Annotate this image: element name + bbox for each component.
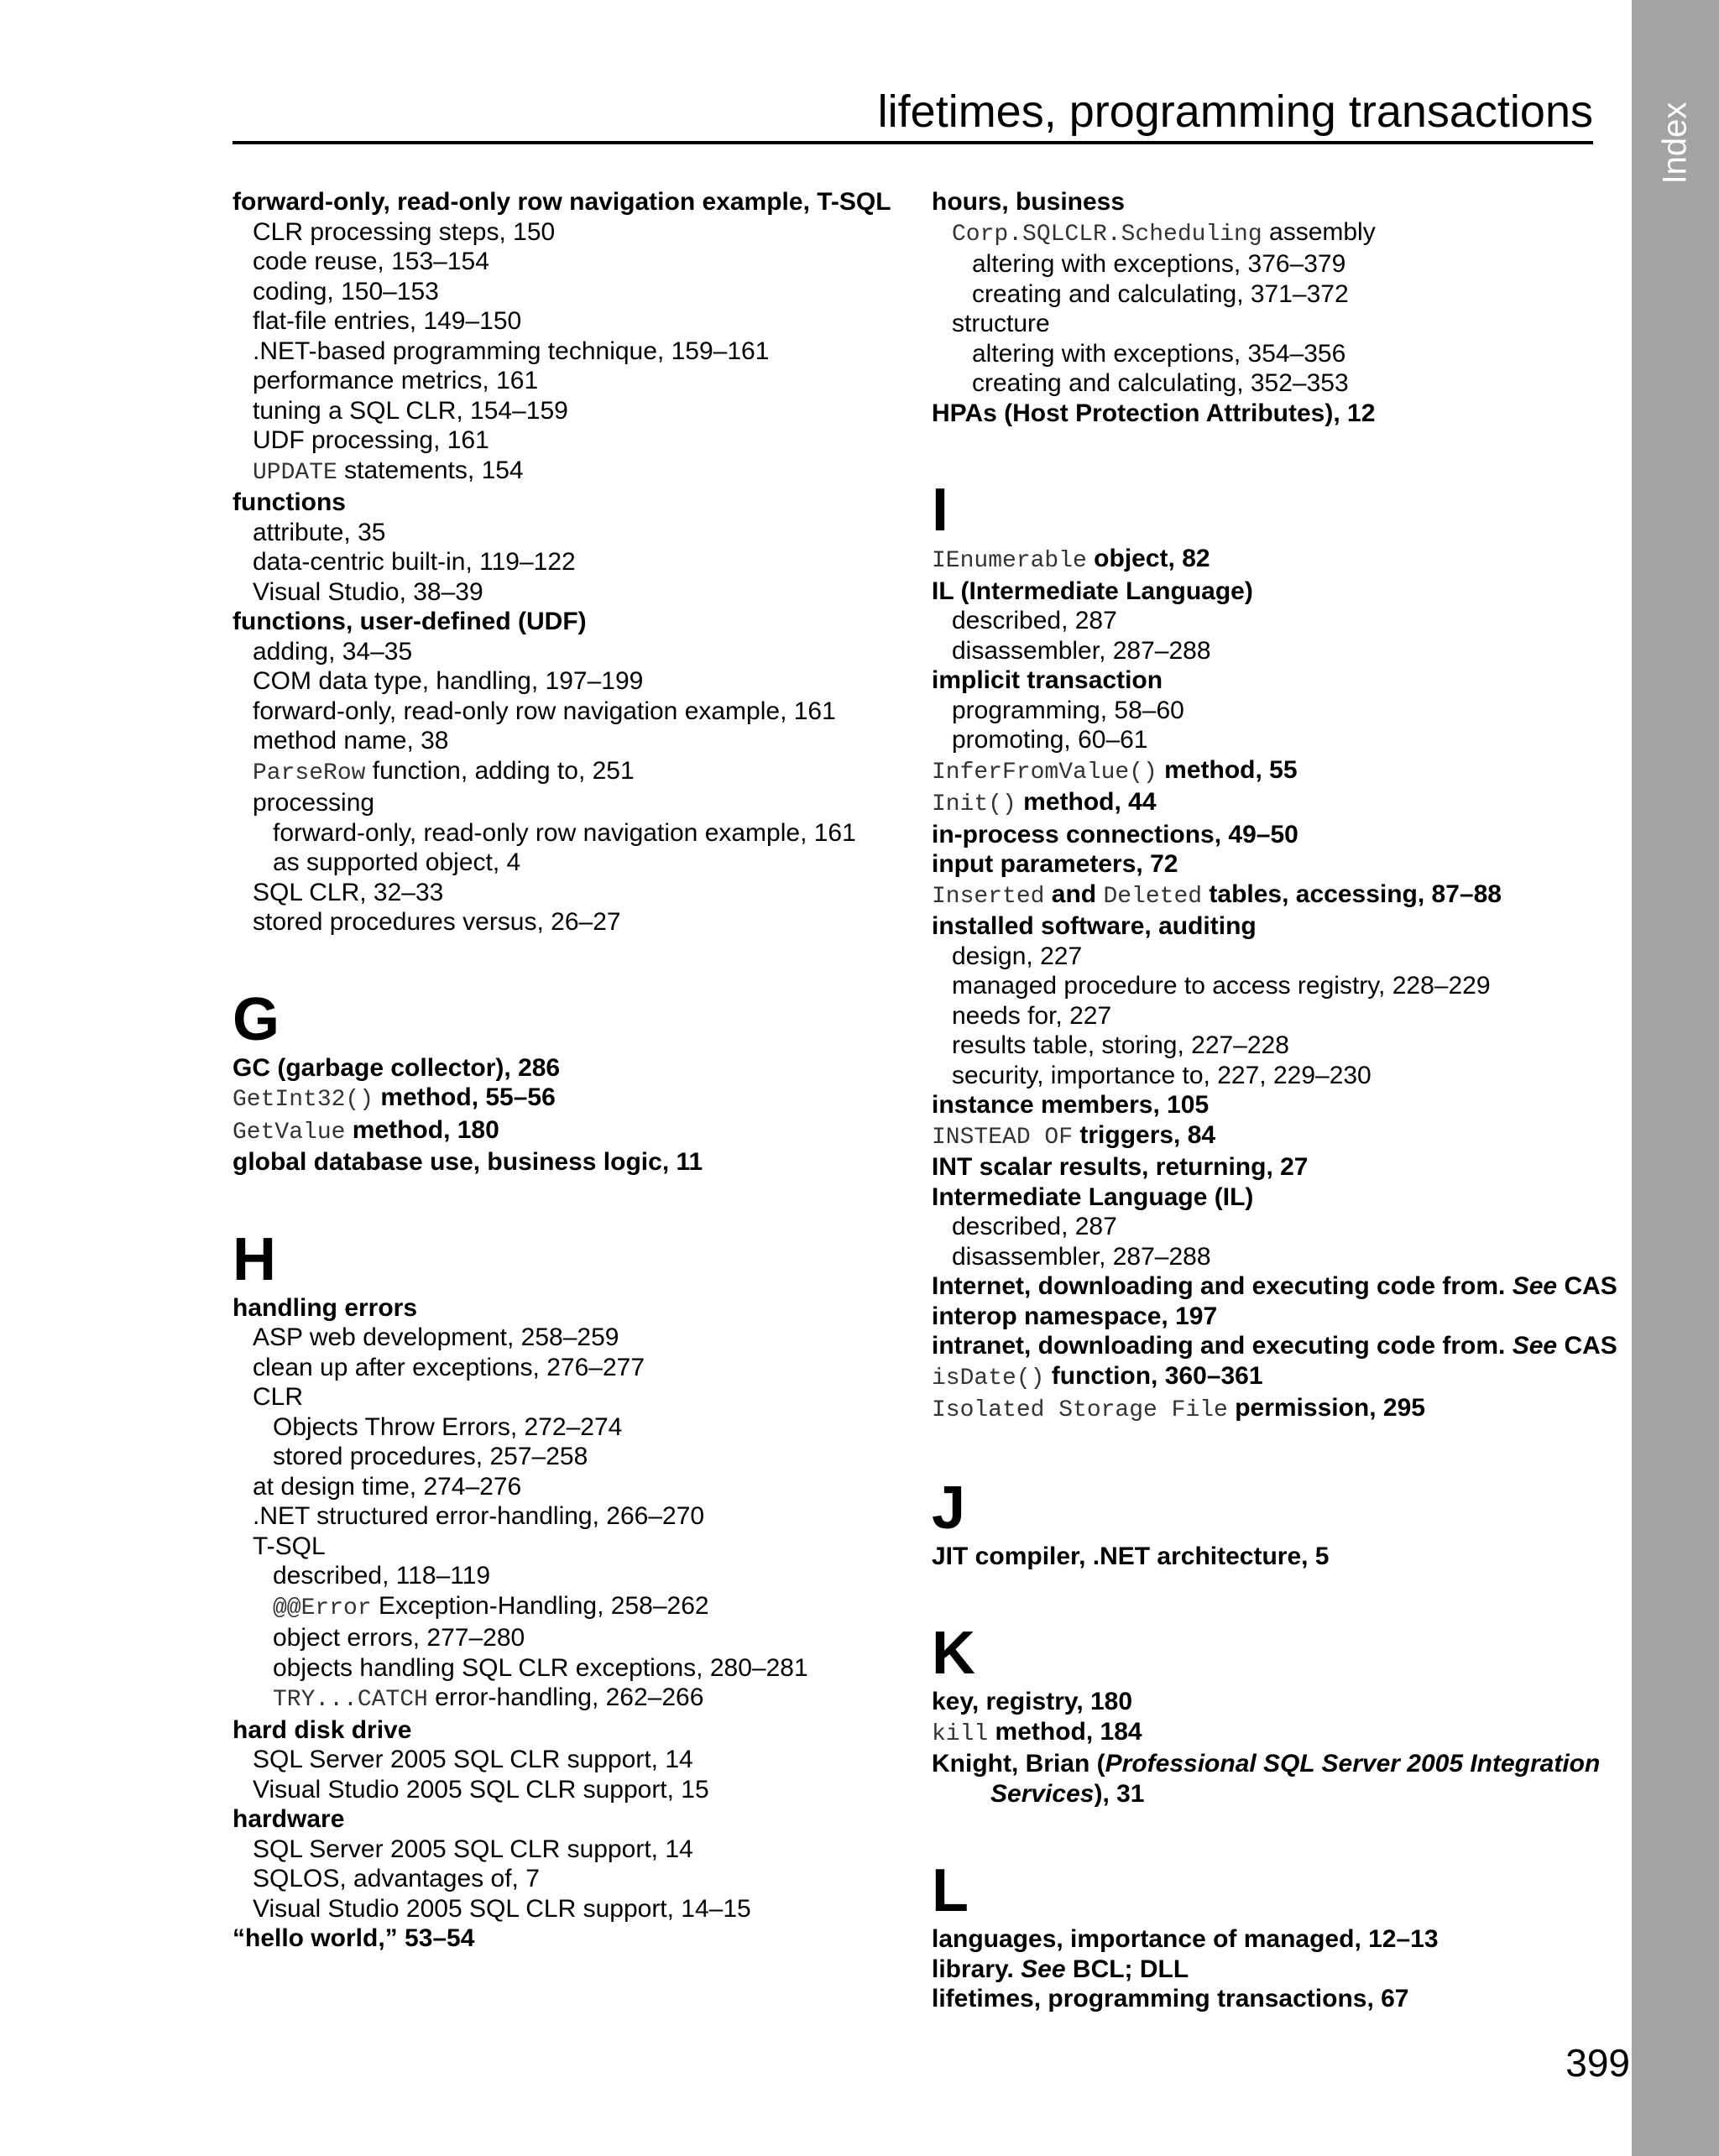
- index-subentry: ASP web development, 258–259: [253, 1323, 619, 1351]
- index-subentry: method name, 38: [253, 727, 449, 754]
- index-subentry: structure: [952, 310, 1050, 337]
- index-entry: hardware: [233, 1805, 345, 1833]
- index-entry: input parameters, 72: [932, 850, 1178, 878]
- book-title: Professional SQL Server 2005 Integration: [1105, 1750, 1601, 1778]
- index-subsubentry: creating and calculating, 352–353: [972, 369, 1349, 397]
- entry-text: Exception-Handling, 258–262: [371, 1591, 709, 1620]
- code-term: @@Error: [273, 1595, 372, 1621]
- code-term: TRY...CATCH: [273, 1687, 428, 1713]
- entry-text: method, 180: [345, 1115, 499, 1144]
- index-entry: implicit transaction: [932, 666, 1163, 694]
- code-term: InferFromValue(): [932, 759, 1157, 786]
- page-number: 399: [1565, 2041, 1630, 2085]
- index-subentry: .NET structured error-handling, 266–270: [253, 1502, 705, 1530]
- index-subentry: SQL Server 2005 SQL CLR support, 14: [253, 1835, 693, 1863]
- index-subentry: described, 287: [952, 1213, 1117, 1240]
- index-entry-continuation: [932, 1779, 1603, 1809]
- section-letter-i: I: [932, 477, 949, 544]
- code-term: GetInt32(): [233, 1087, 374, 1113]
- code-term: Corp.SQLCLR.Scheduling: [952, 221, 1262, 248]
- section-letter-g: G: [233, 985, 280, 1053]
- entry-text: function, 360–361: [1044, 1361, 1263, 1390]
- index-subentry: CLR: [253, 1383, 304, 1411]
- index-subentry: [233, 756, 904, 789]
- index-subentry: disassembler, 287–288: [952, 1242, 1211, 1271]
- index-subentry: Visual Studio 2005 SQL CLR support, 15: [253, 1775, 709, 1804]
- entry-text: assembly: [1262, 217, 1376, 246]
- index-subentry: forward-only, read-only row navigation example, 161: [253, 697, 836, 725]
- index-entry: hours, business: [932, 188, 1126, 216]
- index-side-tab: [1632, 0, 1719, 2156]
- entry-text: Knight, Brian (: [932, 1750, 1105, 1778]
- index-subentry: attribute, 35: [253, 518, 386, 546]
- index-subentry: described, 287: [952, 607, 1117, 634]
- index-subentry: code reuse, 153–154: [253, 248, 489, 275]
- index-subentry: [932, 217, 1603, 250]
- index-tab-label: Index: [1656, 102, 1694, 184]
- code-term: UPDATE: [253, 459, 337, 486]
- index-entry: [932, 755, 1603, 788]
- index-subentry: [233, 456, 904, 488]
- index-subentry: programming, 58–60: [952, 696, 1184, 724]
- index-subsubentry: objects handling SQL CLR exceptions, 280–281: [273, 1653, 808, 1682]
- index-subentry: tuning a SQL CLR, 154–159: [253, 396, 568, 425]
- code-term: kill: [932, 1720, 989, 1747]
- index-subentry: results table, storing, 227–228: [952, 1031, 1289, 1059]
- index-entry: [233, 1115, 904, 1148]
- header-rule: [233, 141, 1593, 144]
- entry-text: CAS: [1557, 1332, 1617, 1360]
- index-entry: functions, user-defined (UDF): [233, 608, 587, 635]
- index-subentry: Visual Studio, 38–39: [253, 577, 483, 606]
- index-entry: [932, 1717, 1603, 1750]
- entry-text: method, 55: [1157, 755, 1298, 784]
- index-subentry: clean up after exceptions, 276–277: [253, 1353, 645, 1381]
- index-subsubentry: Objects Throw Errors, 272–274: [273, 1412, 623, 1441]
- index-entry: [932, 1120, 1603, 1153]
- index-subentry: Visual Studio 2005 SQL CLR support, 14–15: [253, 1894, 751, 1923]
- index-entry: lifetimes, programming transactions, 67: [932, 1985, 1409, 2012]
- index-entry: GC (garbage collector), 286: [233, 1053, 561, 1082]
- index-subentry: disassembler, 287–288: [952, 636, 1211, 665]
- index-subentry: COM data type, handling, 197–199: [253, 667, 644, 695]
- index-subsubentry: creating and calculating, 371–372: [972, 279, 1349, 308]
- index-entry: hard disk drive: [233, 1715, 412, 1744]
- book-title: Services: [990, 1779, 1095, 1808]
- index-entry: [932, 1331, 1617, 1361]
- index-subsubentry: altering with exceptions, 376–379: [972, 250, 1346, 278]
- index-entry: global database use, business logic, 11: [233, 1148, 703, 1176]
- index-subentry: SQL Server 2005 SQL CLR support, 14: [253, 1746, 693, 1773]
- code-term: GetValue: [233, 1119, 346, 1146]
- index-subentry: security, importance to, 227, 229–230: [952, 1061, 1372, 1089]
- index-entry: interop namespace, 197: [932, 1302, 1218, 1330]
- index-entry: functions: [233, 488, 346, 516]
- index-entry: [932, 544, 1603, 577]
- index-subentry: adding, 34–35: [253, 637, 413, 666]
- index-subsubentry: altering with exceptions, 354–356: [972, 339, 1346, 368]
- index-entry: forward-only, read-only row navigation example, T-SQL: [233, 188, 891, 216]
- entry-text: error-handling, 262–266: [427, 1684, 704, 1711]
- index-subentry: promoting, 60–61: [952, 726, 1148, 754]
- index-subentry: CLR processing steps, 150: [253, 217, 556, 246]
- index-subentry: data-centric built-in, 119–122: [253, 548, 576, 576]
- index-entry: [932, 1393, 1603, 1426]
- see-reference: See: [1512, 1272, 1558, 1300]
- index-entry: [932, 1955, 1603, 1985]
- entry-text: Internet, downloading and executing code from.: [932, 1272, 1513, 1300]
- index-subsubentry: [233, 1591, 904, 1624]
- index-entry: in-process connections, 49–50: [932, 820, 1298, 848]
- index-subentry: performance metrics, 161: [253, 367, 539, 394]
- index-subentry: T-SQL: [253, 1532, 326, 1560]
- index-entry: key, registry, 180: [932, 1688, 1133, 1715]
- index-subsubentry: as supported object, 4: [273, 848, 521, 876]
- index-subsubentry: described, 118–119: [273, 1562, 491, 1590]
- index-subentry: at design time, 274–276: [253, 1472, 522, 1501]
- entry-text: intranet, downloading and executing code from.: [932, 1332, 1513, 1360]
- index-column-left: [233, 187, 904, 1954]
- index-entry: HPAs (Host Protection Attributes), 12: [932, 399, 1376, 427]
- section-letter-k: K: [932, 1620, 975, 1687]
- index-subentry: processing: [253, 789, 375, 817]
- index-subentry: UDF processing, 161: [253, 426, 489, 454]
- index-subsubentry: object errors, 277–280: [273, 1624, 525, 1652]
- code-term: ParseRow: [253, 760, 366, 786]
- code-term: Inserted: [932, 883, 1045, 910]
- index-subentry: needs for, 227: [952, 1001, 1112, 1030]
- index-entry: INT scalar results, returning, 27: [932, 1153, 1309, 1181]
- section-letter-j: J: [932, 1474, 966, 1542]
- index-entry: Intermediate Language (IL): [932, 1182, 1254, 1211]
- entry-text: CAS: [1557, 1272, 1617, 1300]
- entry-text: object, 82: [1086, 545, 1210, 572]
- entry-text: tables, accessing, 87–88: [1202, 880, 1502, 908]
- see-reference: See: [1512, 1332, 1558, 1360]
- code-term: Deleted: [1103, 883, 1203, 910]
- entry-text: function, adding to, 251: [365, 756, 635, 785]
- entry-text: and: [1044, 880, 1104, 908]
- index-entry: [932, 1749, 1603, 1779]
- entry-text: statements, 154: [337, 456, 524, 484]
- index-subentry: SQL CLR, 32–33: [253, 878, 444, 906]
- code-term: IEnumerable: [932, 548, 1087, 574]
- index-entry: handling errors: [233, 1293, 418, 1322]
- entry-text: library.: [932, 1955, 1021, 1983]
- index-subentry: .NET-based programming technique, 159–161: [253, 337, 770, 365]
- index-subentry: coding, 150–153: [253, 277, 439, 305]
- index-entry: [233, 1083, 904, 1115]
- index-entry: installed software, auditing: [932, 912, 1257, 940]
- running-header: lifetimes, programming transactions: [877, 86, 1593, 137]
- entry-text: BCL; DLL: [1065, 1955, 1189, 1983]
- see-reference: See: [1021, 1955, 1066, 1983]
- index-subentry: managed procedure to access registry, 228–229: [952, 972, 1491, 1000]
- index-entry: [932, 1271, 1617, 1302]
- index-subentry: SQLOS, advantages of, 7: [253, 1865, 540, 1892]
- index-entry: JIT compiler, .NET architecture, 5: [932, 1542, 1330, 1570]
- index-subentry: design, 227: [952, 942, 1083, 970]
- index-subentry: flat-file entries, 149–150: [253, 307, 522, 335]
- index-subsubentry: [233, 1683, 904, 1715]
- entry-text: permission, 295: [1227, 1394, 1425, 1422]
- index-entry: [932, 787, 1603, 820]
- code-term: Isolated Storage File: [932, 1397, 1228, 1423]
- code-term: INSTEAD OF: [932, 1124, 1074, 1151]
- index-entry: languages, importance of managed, 12–13: [932, 1925, 1439, 1953]
- entry-text: method, 55–56: [374, 1083, 556, 1111]
- index-entry: [932, 1361, 1603, 1394]
- code-term: Init(): [932, 791, 1016, 817]
- entry-text: method, 44: [1016, 788, 1157, 816]
- section-letter-l: L: [932, 1857, 969, 1924]
- entry-text: triggers, 84: [1073, 1120, 1216, 1149]
- index-subentry: stored procedures versus, 26–27: [253, 908, 621, 936]
- index-subsubentry: stored procedures, 257–258: [273, 1443, 588, 1470]
- index-entry: “hello world,” 53–54: [233, 1924, 475, 1952]
- index-entry: IL (Intermediate Language): [932, 577, 1253, 605]
- entry-text: ), 31: [1094, 1779, 1145, 1808]
- index-column-right: [932, 187, 1617, 2014]
- section-letter-h: H: [233, 1225, 276, 1293]
- index-subsubentry: forward-only, read-only row navigation example, 161: [273, 818, 856, 847]
- index-entry: instance members, 105: [932, 1091, 1210, 1119]
- code-term: isDate(): [932, 1365, 1045, 1391]
- index-entry: [932, 880, 1603, 912]
- entry-text: method, 184: [988, 1717, 1142, 1746]
